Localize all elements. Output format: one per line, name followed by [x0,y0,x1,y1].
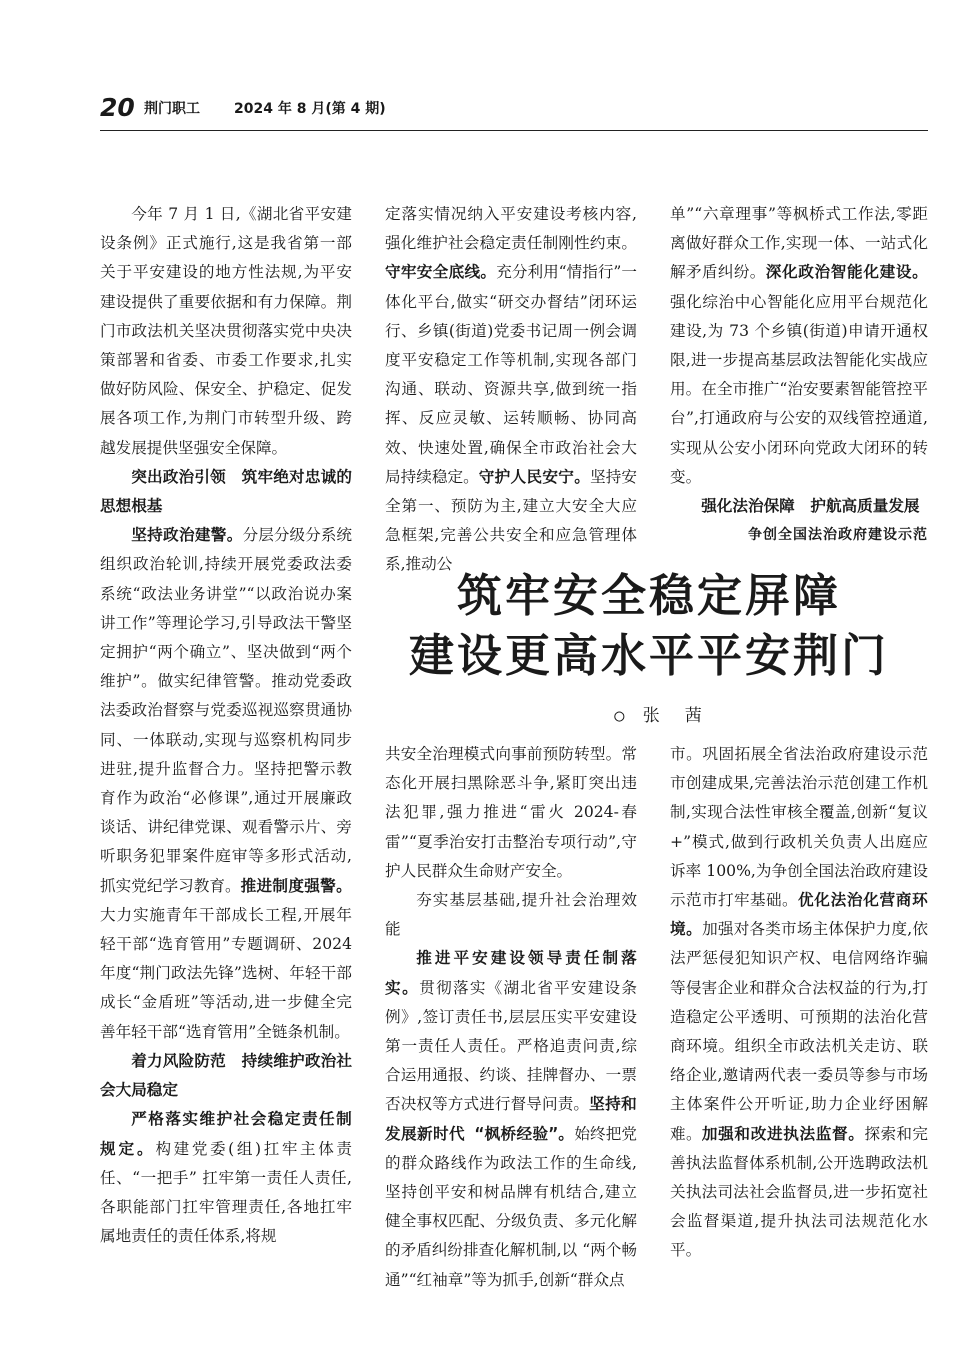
magazine-name: 荆门职工 [144,101,200,117]
header-rule [100,130,928,131]
page-number: 20 [100,93,135,122]
lead-phrase: 坚持和发展新时代 “枫桥经验”。 [385,1095,637,1143]
paragraph: 推进平安建设领导责任制落实。贯彻落实《湖北省平安建设条例》,签订责任书,层层压实平安建设第一责任人责任。严格追责问责,综合运用通报、约谈、挂牌督办、一票否决权等方式进行督导问责。坚持和发展新时代 “枫桥经验”。始终把党的群众路线作为政法工作的生命线,坚持创平安和树品牌有机结合,建立健全事权匹配、分级负责、多元化解的矛盾纠纷排查化解机制,以 “两个畅通”“红袖章”等为抓手,创新“群众点 [385,949,637,1289]
running-header [100,92,928,126]
column-4 [385,740,637,1295]
article-subtitle: 争创全国法治政府建设示范 [748,527,928,543]
lead-phrase: 坚持政治建警。 [131,526,243,545]
lead-phrase: 加强和改进执法监督。 [701,1124,865,1143]
paragraph: 坚持政治建警。分层分级分系统组织政治轮训,持续开展党委政法委系统“政法业务讲堂”“以政治说办案讲工作”等理论学习,引导政法干警坚定拥护“两个确立”、坚决做到“两个维护”。做实纪律管警。推动党委政法委政治督察与党委巡视巡察贯通协同、一体联动,实现与巡察机构同步进驻,提升监督合力。坚持把警示教育作为政治“必修课”,通过开展廉政谈话、讲纪律党课、观看警示片、旁听职务犯罪案件庭审等多形式活动,抓实党纪学习教育。推进制度强警。大力实施青年干部成长工程,开展年轻干部“选育管用”专题调研、2024年度“荆门政法先锋”选树、年轻干部成长“金盾班”等活动,进一步健全完善年轻干部“选育管用”全链条机制。 [100,526,352,1041]
lead-phrase: 深化政治智能化建设。 [765,263,928,282]
author-byline: ○ 张 茜 [614,706,706,726]
lead-phrase: 守牢安全底线。 [385,263,497,282]
title-line-2: 建设更高水平平安荆门 [408,629,889,682]
column-2 [385,200,637,580]
lead-phrase: 推进平安建设领导责任制落实。 [385,949,637,997]
paragraph: 严格落实维护社会稳定责任制规定。构建党委(组)扛牢主体责任、“一把手” 扛牢第一责任人责任,各职能部门扛牢管理责任,各地扛牢属地责任的责任体系,将规 [100,1110,353,1246]
intro-paragraph: 今年 7 月 1 日,《湖北省平安建设条例》正式施行,这是我省第一部关于平安建设的地方性法规,为平安建设提供了重要依据和有力保障。荆门市政法机关坚决贯彻落实党中央决策部署和省委、市委工作要求,扎实做好防风险、保安全、护稳定、促发展各项工作,为荆门市转型升级、跨越发展提供坚强安全保障。 [100,205,352,457]
paragraph: 定落实情况纳入平安建设考核内容,强化维护社会稳定责任制刚性约束。守牢安全底线。充分利用“情指行”一体化平台,做实“研交办督结”闭环运行、乡镇(街道)党委书记周一例会调度平安稳定工作等机制,实现各部门沟通、联动、资源共享,做到统一指挥、反应灵敏、运转顺畅、协同高效、快速处置,确保全市政治社会大局持续稳定。守护人民安宁。坚持安全第一、预防为主,建立大安全大应急框架,完善公共安全和应急管理体系,推动公 [385,205,637,574]
column-5 [670,740,928,1266]
paragraph: 市。巩固拓展全省法治政府建设示范市创建成果,完善法治示范创建工作机制,实现合法性审核全覆盖,创新“复议 +”模式,做到行政机关负责人出庭应诉率 100%,为争创全国法治政府建设示范市打牢基础。优化法治化营商环境。加强对各类市场主体保护力度,依法严惩侵犯知识产权、电信网络诈骗等侵害企业和群众合法权益的行为,打造稳定公平透明、可预期的法治化营商环境。组织全市政法机关走访、联络企业,邀请两代表一委员等参与市场主体案件公开听证,助力企业纾困解难。加强和改进执法监督。探索和完善执法监督体系机制,公开选聘政法机关执法司法社会监督员,进一步拓宽社会监督渠道,提升执法司法规范化水平。 [670,745,928,1260]
section-heading-3: 强化法治保障 护航高质量发展 [701,497,920,516]
lead-phrase: 严格落实维护社会稳定责任制规定。 [100,1110,352,1158]
paragraph: 夯实基层基础,提升社会治理效能 [385,891,637,939]
lead-phrase: 推进制度强警。 [240,876,352,895]
column-3 [670,200,928,521]
paragraph: 单”“六章理事”等枫桥式工作法,零距离做好群众工作,实现一体、一站式化解矛盾纠纷。深化政治智能化建设。强化综治中心智能化应用平台规范化建设,为 73 个乡镇(街道)申请开通权限,进一步提高基层政法智能化实战应用。在全市推广“治安要素智能管控平台”,打通政府与公安的双线管控通道,实现从公安小闭环向党政大闭环的转变。 [670,205,928,486]
paragraph: 共安全治理模式向事前预防转型。常态化开展扫黑除恶斗争,紧盯突出违法犯罪,强力推进“雷火 2024-春雷”“夏季治安打击整治专项行动”,守护人民群众生命财产安全。 [385,745,637,880]
issue-date: 2024 年 8 月(第 4 期) [234,101,386,117]
article-title [370,566,928,686]
lead-phrase: 优化法治化营商环境。 [670,891,928,939]
title-line-1: 筑牢安全稳定屏障 [456,569,841,622]
section-heading-2: 着力风险防范 持续维护政治社会大局稳定 [100,1051,352,1100]
column-1 [100,200,352,1251]
section-heading-1: 突出政治引领 筑牢绝对忠诚的思想根基 [100,467,352,516]
lead-phrase: 守护人民安宁。 [478,467,591,486]
